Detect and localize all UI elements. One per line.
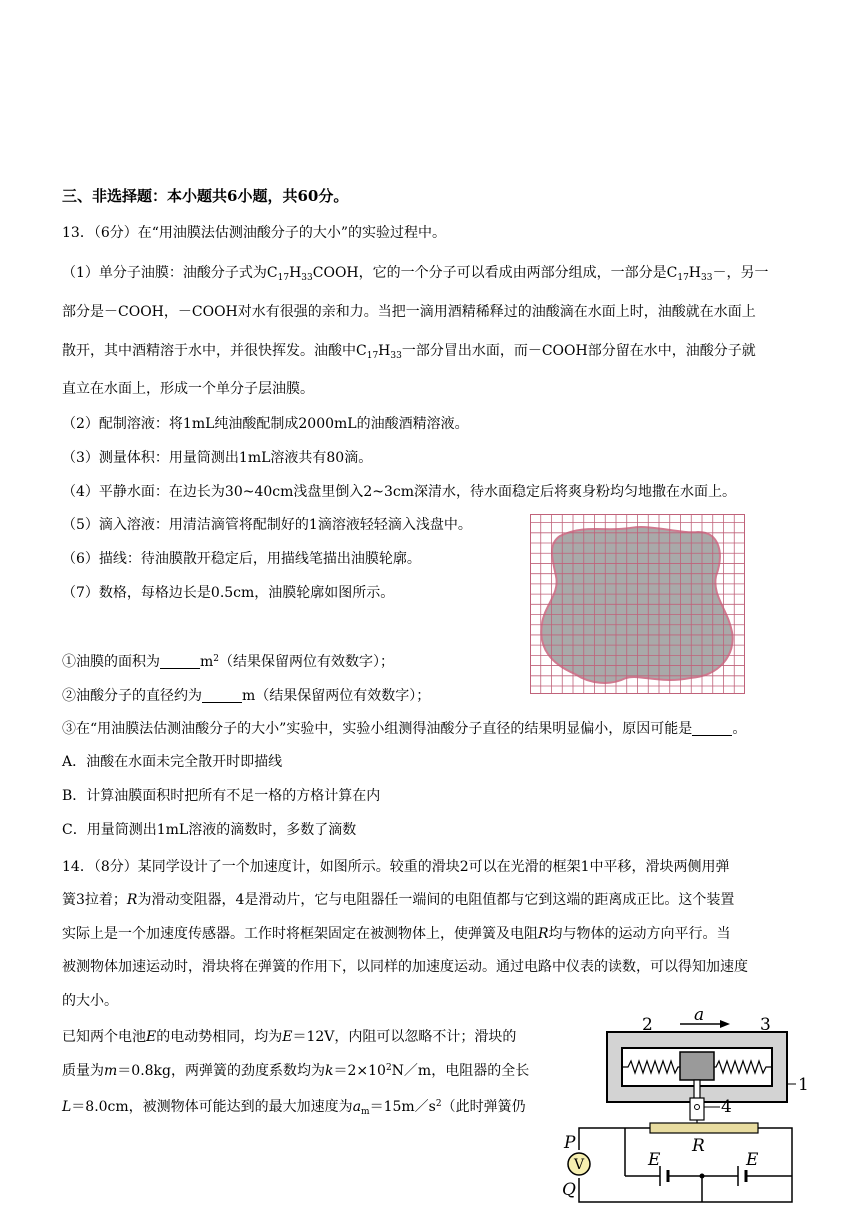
circuit-wire-right [579, 1128, 792, 1202]
answer-blank-1[interactable] [160, 654, 200, 669]
q13-p1-line1: （1）单分子油膜：油酸分子式为$C_{17}H_{33}COOH$，它的一个分子可以看成由两部分组成，一部分是$C_{17}H_{33}-$，另一 [62, 265, 769, 283]
q13-p3: （3）测量体积：用量筒测出1mL溶液共有80滴。 [62, 450, 373, 466]
answer-blank-2[interactable] [202, 688, 242, 703]
junction-dot [700, 1174, 705, 1179]
label-r: R [692, 1136, 705, 1156]
q13-option-a: A．油酸在水面未完全散开时即描线 [62, 754, 283, 770]
q13-p1-line3: 散开，其中酒精溶于水中，并很快挥发。油酸中$C_{17}H_{33}$一部分冒出水面，而－COOH部分留在水中，油酸分子就 [62, 343, 756, 361]
q14-line6: 已知两个电池E的电动势相同，均为E＝12V，内阻可以忽略不计；滑块的 [62, 1029, 517, 1045]
slider-block-2 [680, 1052, 714, 1080]
accelerometer-figure [560, 1010, 820, 1216]
q13-p7: （7）数格，每格边长是0.5cm，油膜轮廓如图所示。 [62, 585, 395, 601]
label-p: P [564, 1133, 576, 1153]
acceleration-arrowhead [720, 1020, 730, 1028]
q14-line1: 14．（8分）某同学设计了一个加速度计，如图所示。较重的滑块2可以在光滑的框架1中平移，滑块两侧用弹 [62, 859, 730, 875]
q14-line5: 的大小。 [62, 993, 118, 1009]
q13-p2: （2）配制溶液：将1mL纯油酸配制成2000mL的油酸酒精溶液。 [62, 416, 469, 432]
label-q: Q [562, 1180, 576, 1200]
grid-lines [530, 514, 745, 694]
voltmeter-label: V [573, 1157, 585, 1173]
q14-line3: 实际上是一个加速度传感器。工作时将框架固定在被测物体上，使弹簧及电阻R均与物体的运动方向平行。当 [62, 926, 731, 942]
section-heading: 三、非选择题：本小题共6小题，共60分。 [62, 187, 349, 205]
q14-line7: 质量为m＝0.8kg，两弹簧的劲度系数均为$k=2\times 10^2N/m$，电阻器的全长 [62, 1063, 530, 1079]
q13-option-c: C．用量筒测出1mL溶液的滴数时，多数了滴数 [62, 822, 357, 838]
label-1: 1 [798, 1075, 809, 1095]
circuit-wire-outer [579, 1128, 650, 1150]
answer-blank-3[interactable] [692, 721, 732, 736]
resistor-r [650, 1123, 758, 1133]
q13-p5: （5）滴入溶液：用清洁滴管将配制好的1滴溶液轻轻滴入浅盘中。 [62, 517, 472, 533]
oil-film-grid-figure [530, 514, 745, 694]
q13-sub1: ①油膜的面积为 $m^2$（结果保留两位有效数字）； [62, 654, 395, 670]
contact-dot [695, 1105, 700, 1110]
label-3: 3 [760, 1015, 771, 1035]
q13-option-b: B．计算油膜面积时把所有不足一格的方格计算在内 [62, 788, 381, 804]
q13-title: 13．（6分）在“用油膜法估测油酸分子的大小”的实验过程中。 [62, 225, 447, 241]
q13-sub2: ②油酸分子的直径约为 m（结果保留两位有效数字）； [62, 688, 431, 704]
label-4: 4 [721, 1097, 732, 1117]
q14-line4: 被测物体加速运动时，滑块将在弹簧的作用下，以同样的加速度运动。通过电路中仪表的读数，可以得知加速度 [62, 959, 748, 975]
q14-line8: L＝8.0cm，被测物体可能达到的最大加速度为$a_m=15m/s^2$（此时弹簧仍 [62, 1099, 526, 1117]
label-a: a [694, 1010, 705, 1025]
label-2: 2 [642, 1015, 653, 1035]
q13-sub3: ③在“用油膜法估测油酸分子的大小”实验中，实验小组测得油酸分子直径的结果明显偏小，原因可能是 。 [62, 721, 747, 737]
oil-film-shape [541, 527, 732, 683]
label-e2: E [746, 1150, 759, 1170]
q13-p4: （4）平静水面：在边长为30~40cm浅盘里倒入2~3cm深清水，待水面稳定后将爽身粉均匀地撒在水面上。 [62, 484, 737, 500]
label-e1: E [648, 1150, 661, 1170]
q13-p1-line4: 直立在水面上，形成一个单分子层油膜。 [62, 381, 314, 397]
q14-line2: 簧3拉着；R为滑动变阻器，4是滑动片，它与电阻器任一端间的电阻值都与它到这端的距离成正比。这个装置 [62, 892, 735, 908]
q13-p1-line2: 部分是－COOH，－COOH对水有很强的亲和力。当把一滴用酒精稀释过的油酸滴在水面上时，油酸就在水面上 [62, 304, 756, 320]
q13-p6: （6）描线：待油膜散开稳定后，用描线笔描出油膜轮廓。 [62, 551, 421, 567]
